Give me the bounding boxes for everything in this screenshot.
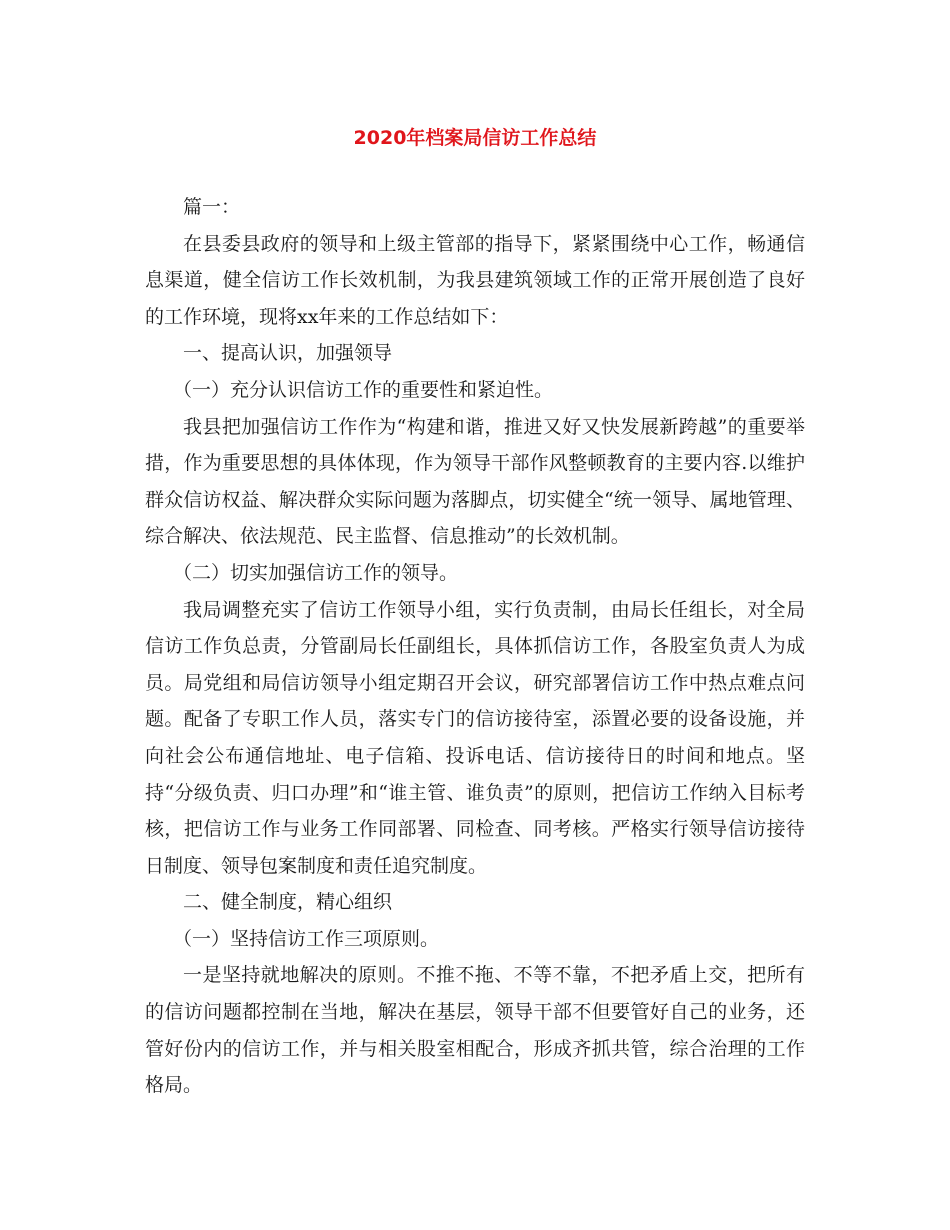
paragraph-2-1-body: 一是坚持就地解决的原则。不推不拖、不等不靠，不把矛盾上交，把所有的信访问题都控制在当地，解决在基层，领导干部不但要管好自己的业务，还管好份内的信访工作，并与相关股室相配合，形成齐抓共管，综合治理的工作格局。 — [145, 964, 805, 1097]
document-body — [145, 189, 805, 1104]
heading-section-1: 一、提高认识，加强领导 — [183, 342, 393, 365]
subheading-1-1: （一）充分认识信访工作的重要性和紧迫性。 — [173, 378, 554, 401]
paragraph-1-1-body: 我县把加强信访工作作为“构建和谐，推进又好又快发展新跨越”的重要举措，作为重要思想的具体体现，作为领导干部作风整顿教育的主要内容.以维护群众信访权益、解决群众实际问题为落脚点，切实健全“统一领导、属地管理、综合解决、依法规范、民主监督、信息推动”的长效机制。 — [145, 415, 805, 548]
document-title: 2020年档案局信访工作总结 — [353, 127, 597, 149]
subheading-1-2: （二）切实加强信访工作的领导。 — [173, 561, 459, 584]
subheading-2-1: （一）坚持信访工作三项原则。 — [173, 927, 440, 950]
heading-section-2: 二、健全制度，精心组织 — [183, 891, 393, 914]
paragraph-section-label: 篇一： — [183, 196, 241, 218]
paragraph-intro: 在县委县政府的领导和上级主管部的指导下，紧紧围绕中心工作，畅通信息渠道，健全信访工作长效机制，为我县建筑领域工作的正常开展创造了良好的工作环境，现将xx年来的工作总结如下： — [145, 232, 805, 328]
paragraph-1-2-body: 我局调整充实了信访工作领导小组，实行负责制，由局长任组长，对全局信访工作负总责，分管副局长任副组长，具体抓信访工作，各股室负责人为成员。局党组和局信访领导小组定期召开会议，研究部署信访工作中热点难点问题。配备了专职工作人员，落实专门的信访接待室，添置必要的设备设施，并向社会公布通信地址、电子信箱、投诉电话、信访接待日的时间和地点。坚持“分级负责、归口办理”和“谁主管、谁负责”的原则，把信访工作纳入目标考核，把信访工作与业务工作同部署、同检查、同考核。严格实行领导信访接待日制度、领导包案制度和责任追究制度。 — [145, 598, 805, 877]
